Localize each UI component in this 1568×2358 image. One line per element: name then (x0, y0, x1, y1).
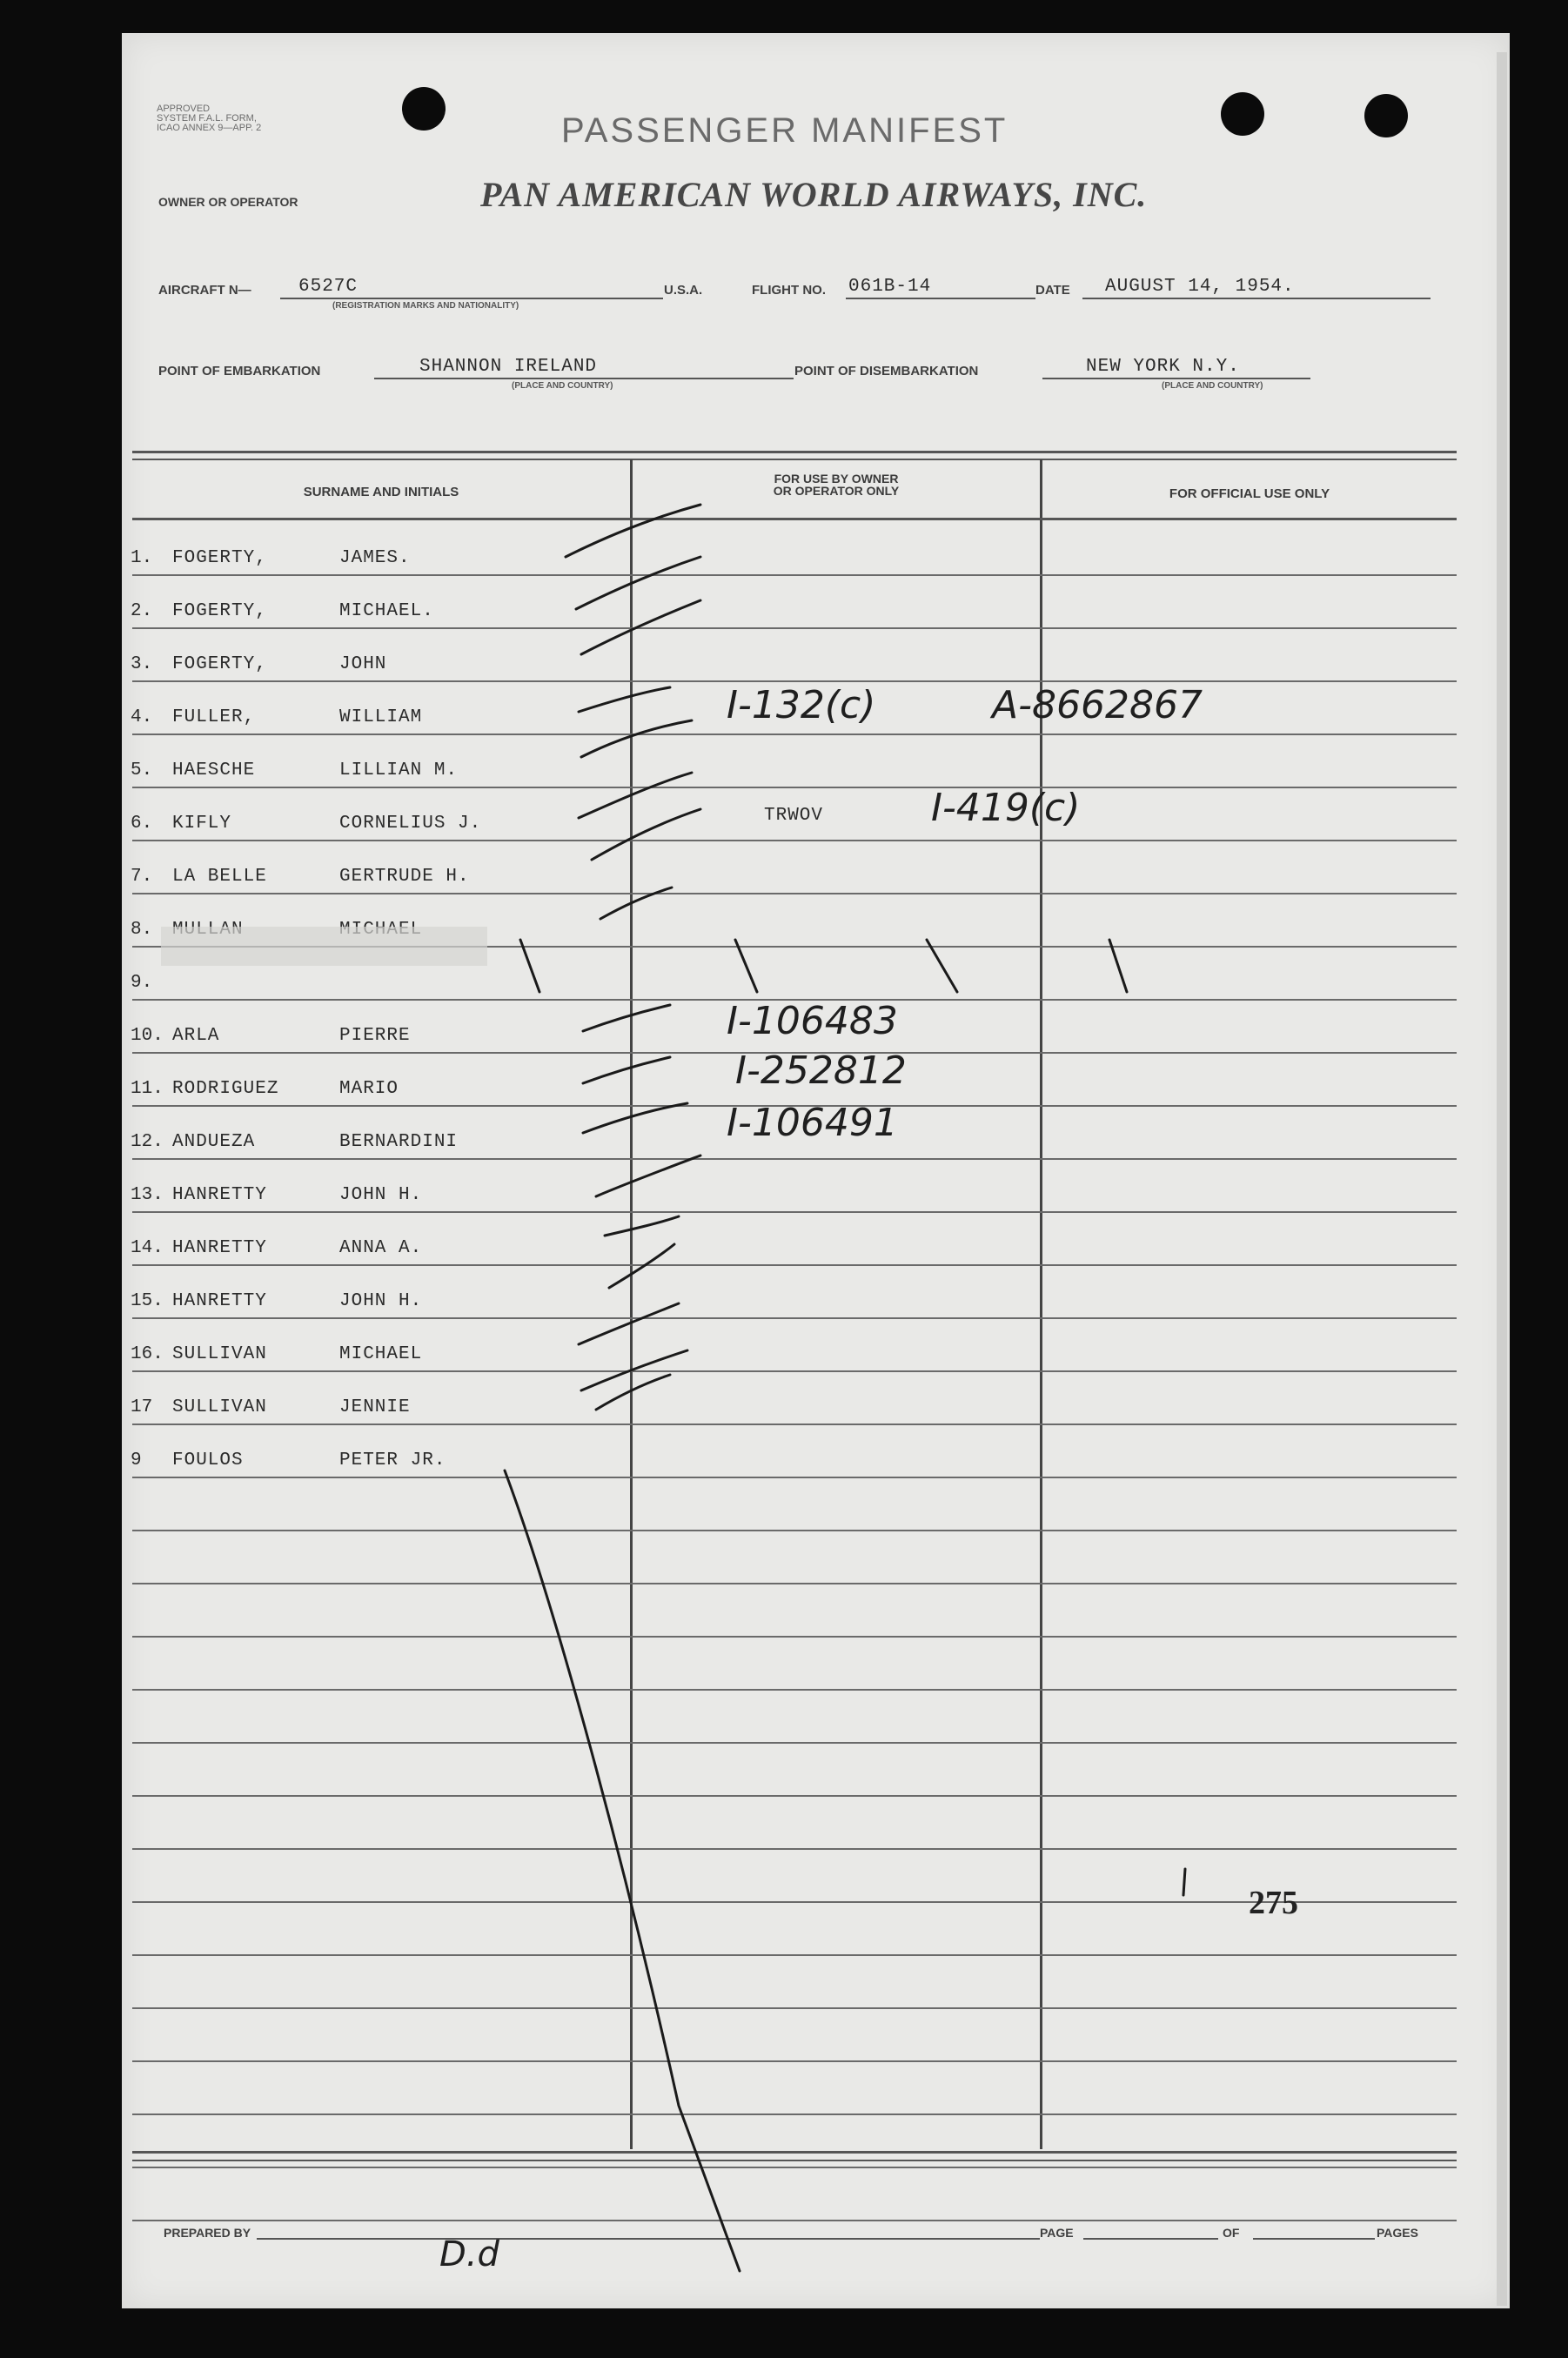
owner-value: PAN AMERICAN WORLD AIRWAYS, INC. (480, 175, 1148, 214)
official-use-column-header: FOR OFFICIAL USE ONLY (1169, 486, 1330, 501)
prepared-by-label: PREPARED BY (164, 2226, 251, 2240)
check-mark (566, 505, 700, 557)
row-number: 3. (131, 654, 153, 674)
passenger-surname: FOULOS (172, 1450, 244, 1470)
passenger-given-name: MICHAEL. (339, 601, 434, 621)
date-value: AUGUST 14, 1954. (1105, 277, 1295, 297)
row-number: 16. (131, 1344, 164, 1364)
passenger-surname: SULLIVAN (172, 1397, 267, 1417)
annotation-row12: I-106491 (727, 1101, 898, 1145)
disembark-label: POINT OF DISEMBARKATION (794, 364, 979, 378)
approval-note: APPROVED SYSTEM F.A.L. FORM, ICAO ANNEX 9—APP. 2 (157, 104, 262, 133)
flight-value: 061B-14 (848, 277, 932, 297)
stamp-number: 275 (1249, 1885, 1298, 1921)
pages-label: PAGES (1377, 2226, 1418, 2240)
annotation-row4-owner: I-132(c) (727, 683, 876, 727)
passenger-surname: ANDUEZA (172, 1132, 256, 1152)
strike-mark (927, 940, 957, 992)
owner-use-column-header: FOR USE BY OWNER OR OPERATOR ONLY (773, 472, 900, 498)
passenger-surname: HANRETTY (172, 1291, 267, 1311)
check-mark (596, 1156, 700, 1196)
check-mark (581, 1350, 687, 1390)
check-mark (592, 809, 700, 860)
passenger-given-name: CORNELIUS J. (339, 814, 482, 834)
passenger-given-name: JAMES. (339, 548, 411, 568)
row-number: 9. (131, 973, 153, 993)
aircraft-value: 6527C (298, 277, 358, 297)
registration-note: (REGISTRATION MARKS AND NATIONALITY) (332, 301, 519, 311)
passenger-given-name: ANNA A. (339, 1238, 423, 1258)
row-number: 2. (131, 601, 153, 621)
aircraft-label: AIRCRAFT N— (158, 283, 251, 298)
pencil-tick (1183, 1869, 1185, 1895)
passenger-surname: HANRETTY (172, 1185, 267, 1205)
check-mark (600, 888, 672, 919)
annotation-row11: I-252812 (735, 1048, 907, 1093)
passenger-surname: FOGERTY, (172, 601, 267, 621)
check-mark (576, 557, 700, 609)
passenger-given-name: BERNARDINI (339, 1132, 459, 1152)
check-mark (605, 1216, 679, 1236)
passenger-surname: KIFLY (172, 814, 232, 834)
disembark-note: (PLACE AND COUNTRY) (1162, 381, 1263, 391)
check-mark (583, 1057, 670, 1083)
check-mark (583, 1005, 670, 1031)
owner-label: OWNER OR OPERATOR (158, 195, 298, 209)
row-number: 10. (131, 1026, 164, 1046)
passenger-given-name: JENNIE (339, 1397, 411, 1417)
strike-mark (1109, 940, 1127, 992)
embark-value: SHANNON IRELAND (419, 357, 598, 377)
page-title: PASSENGER MANIFEST (561, 111, 1008, 150)
row-number: 4. (131, 707, 153, 727)
row-number: 6. (131, 814, 153, 834)
date-label: DATE (1035, 283, 1070, 298)
passenger-given-name: LILLIAN M. (339, 760, 459, 780)
of-label: OF (1223, 2226, 1240, 2240)
passenger-given-name: MICHAEL (339, 1344, 423, 1364)
usa-label: U.S.A. (664, 283, 703, 298)
row-number: 5. (131, 760, 153, 780)
row-number: 9 (131, 1450, 142, 1470)
page-label: PAGE (1040, 2226, 1074, 2240)
row-number: 15. (131, 1291, 164, 1311)
strike-mark (520, 940, 539, 992)
annotation-row6-typed: TRWOV (764, 806, 824, 826)
passenger-surname: ARLA (172, 1026, 220, 1046)
check-mark (579, 687, 670, 712)
check-mark (581, 600, 700, 654)
check-mark (583, 1103, 687, 1133)
passenger-given-name: JOHN H. (339, 1291, 423, 1311)
void-line (505, 1470, 740, 2271)
row-number: 17 (131, 1397, 153, 1417)
check-mark (581, 720, 692, 757)
annotation-row6-official: I-419(c) (931, 786, 1081, 830)
check-mark (609, 1244, 674, 1288)
passenger-surname: HANRETTY (172, 1238, 267, 1258)
annotation-row10: I-106483 (727, 999, 898, 1043)
row-number: 12. (131, 1132, 164, 1152)
passenger-surname: FULLER, (172, 707, 256, 727)
passenger-surname: HAESCHE (172, 760, 256, 780)
surname-column-header: SURNAME AND INITIALS (303, 485, 459, 499)
check-mark (579, 1303, 679, 1344)
passenger-given-name: WILLIAM (339, 707, 423, 727)
passenger-surname: RODRIGUEZ (172, 1079, 279, 1099)
passenger-surname: FOGERTY, (172, 548, 267, 568)
passenger-surname: FOGERTY, (172, 654, 267, 674)
passenger-given-name: GERTRUDE H. (339, 867, 470, 887)
erased-entry (161, 927, 487, 966)
row-number: 8. (131, 920, 153, 940)
passenger-given-name: JOHN (339, 654, 387, 674)
check-mark (579, 773, 692, 818)
row-number: 11. (131, 1079, 164, 1099)
signature: D.d (439, 2234, 499, 2274)
passenger-surname: LA BELLE (172, 867, 267, 887)
strike-mark (735, 940, 757, 992)
flight-label: FLIGHT NO. (752, 283, 826, 298)
passenger-given-name: MARIO (339, 1079, 399, 1099)
passenger-given-name: JOHN H. (339, 1185, 423, 1205)
row-number: 13. (131, 1185, 164, 1205)
row-number: 7. (131, 867, 153, 887)
passenger-given-name: PETER JR. (339, 1450, 446, 1470)
disembark-value: NEW YORK N.Y. (1086, 357, 1240, 377)
row-number: 14. (131, 1238, 164, 1258)
row-number: 1. (131, 548, 153, 568)
annotation-row4-official: A-8662867 (992, 683, 1203, 727)
passenger-surname: SULLIVAN (172, 1344, 267, 1364)
embark-label: POINT OF EMBARKATION (158, 364, 321, 378)
passenger-given-name: PIERRE (339, 1026, 411, 1046)
embark-note: (PLACE AND COUNTRY) (512, 381, 613, 391)
